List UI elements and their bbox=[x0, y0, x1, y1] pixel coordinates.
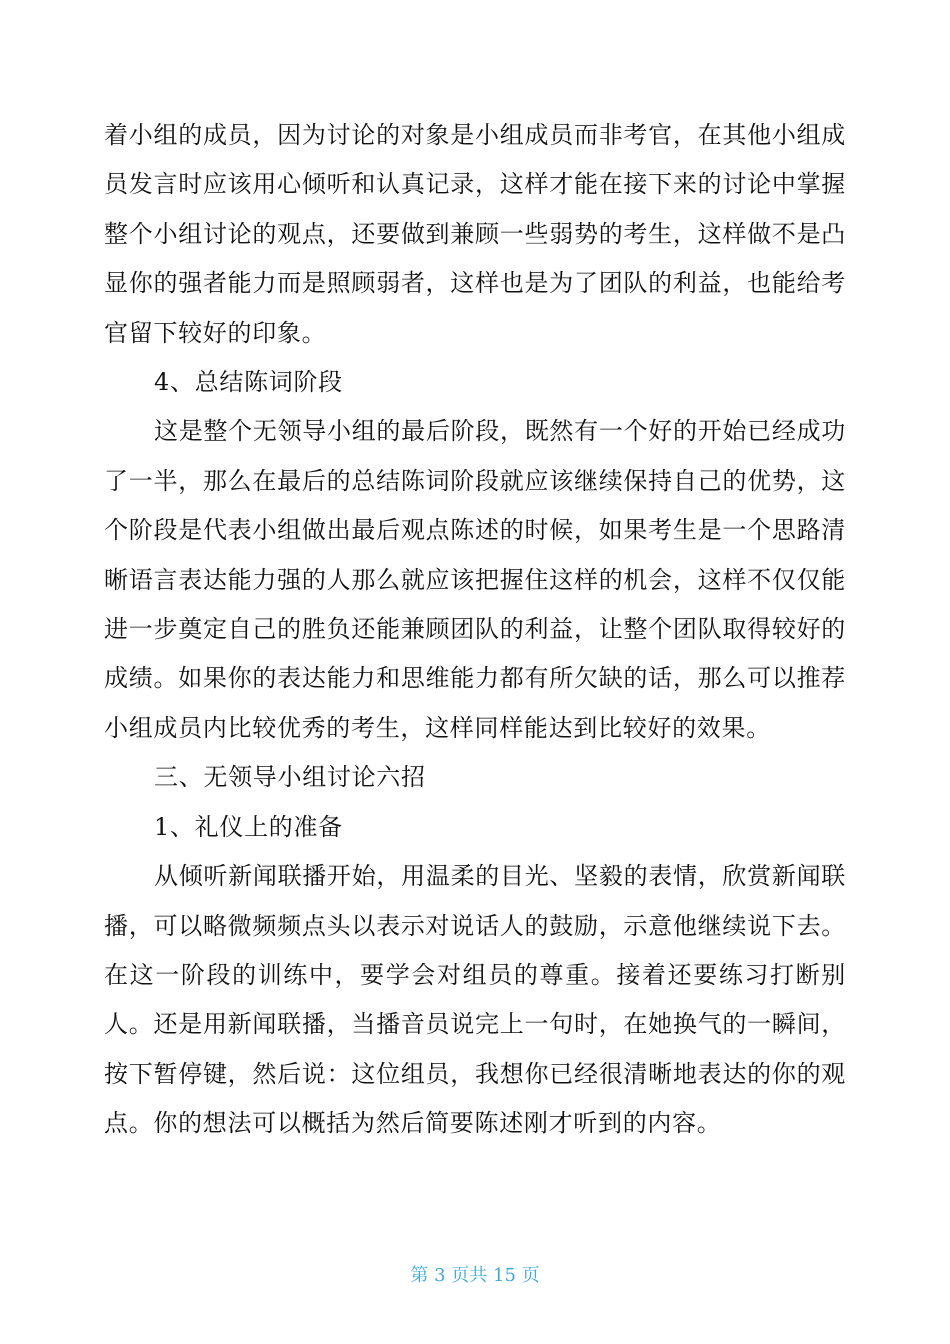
document-body bbox=[104, 111, 846, 1149]
paragraph-etiquette-preparation: 从倾听新闻联播开始，用温柔的目光、坚毅的表情，欣赏新闻联播，可以略微频频点头以表示对说话人的鼓励，示意他继续说下去。在这一阶段的训练中，要学会对组员的尊重。接着还要练习打断别人。还是用新闻联播，当播音员说完上一句时，在她换气的一瞬间，按下暂停键，然后说：这位组员，我想你已经很清晰地表达的你的观点。你的想法可以概括为然后简要陈述刚才听到的内容。 bbox=[104, 862, 846, 1138]
subheading-etiquette-preparation: 1、礼仪上的准备 bbox=[154, 812, 343, 841]
section-heading-summary-stage: 4、总结陈词阶段 bbox=[154, 368, 343, 397]
paragraph-summary-stage: 这是整个无领导小组的最后阶段，既然有一个好的开始已经成功了一半，那么在最后的总结陈词阶段就应该继续保持自己的优势，这个阶段是代表小组做出最后观点陈述的时候，如果考生是一个思路清晰语言表达能力强的人那么就应该把握住这样的机会，这样不仅仅能进一步奠定自己的胜负还能兼顾团队的利益，让整个团队取得较好的成绩。如果你的表达能力和思维能力都有所欠缺的话，那么可以推荐小组成员内比较优秀的考生，这样同样能达到比较好的效果。 bbox=[104, 417, 846, 742]
paragraph-continuation: 着小组的成员，因为讨论的对象是小组成员而非考官，在其他小组成员发言时应该用心倾听和认真记录，这样才能在接下来的讨论中掌握整个小组讨论的观点，还要做到兼顾一些弱势的考生，这样做不是凸显你的强者能力而是照顾弱者，这样也是为了团队的利益，也能给考官留下较好的印象。 bbox=[104, 121, 846, 347]
section-heading-six-tips: 三、无领导小组讨论六招 bbox=[154, 763, 426, 792]
page-number-footer: 第 3 页共 15 页 bbox=[410, 1265, 540, 1286]
